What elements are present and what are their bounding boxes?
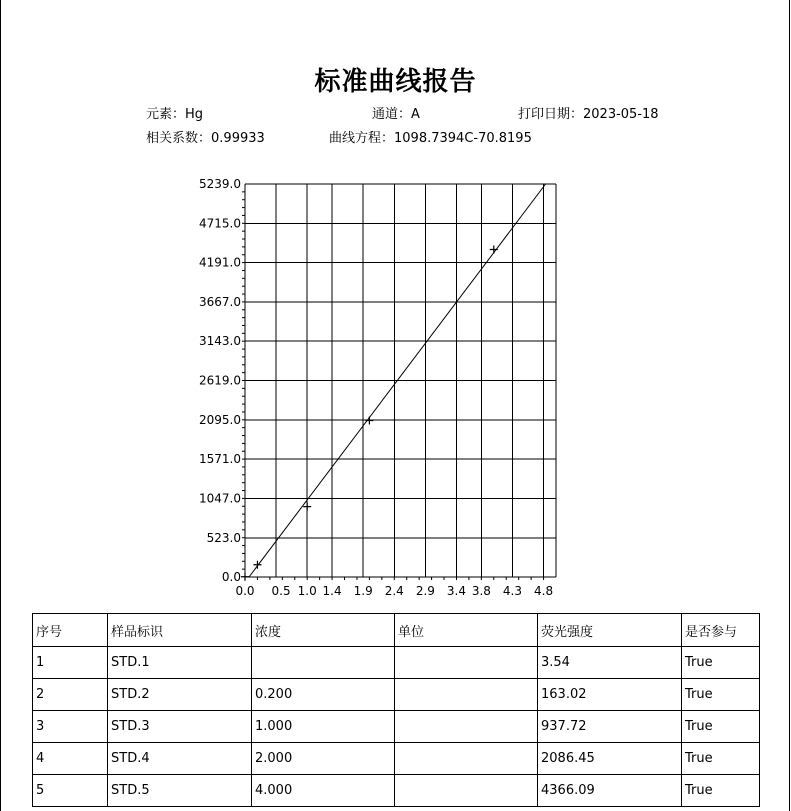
- cell-concentration: [252, 647, 395, 679]
- cell-included: True: [682, 679, 760, 711]
- data-point: [490, 245, 498, 253]
- x-tick-label: 4.3: [502, 584, 523, 598]
- y-tick-label: 0.0: [221, 570, 241, 584]
- x-tick-label: 4.8: [534, 584, 554, 598]
- cell-unit: [395, 711, 538, 743]
- cell-intensity: 4366.09: [538, 775, 682, 807]
- cell-unit: [395, 679, 538, 711]
- y-tick-label: 3667.0: [199, 294, 241, 309]
- data-table: [32, 613, 760, 807]
- cell-concentration: 1.000: [252, 711, 395, 743]
- channel-label: 通道：: [372, 107, 412, 122]
- cell-concentration: 0.200: [252, 679, 395, 711]
- table-row: [33, 711, 760, 743]
- element-value: Hg: [185, 107, 204, 122]
- table-row: [33, 775, 760, 807]
- header-concentration: 浓度: [252, 614, 395, 647]
- cell-index: 4: [33, 743, 108, 775]
- channel-value: A: [411, 107, 420, 122]
- cell-unit: [395, 743, 538, 775]
- x-tick-label: 2.4: [384, 584, 404, 598]
- cell-sample-id: STD.5: [108, 775, 252, 807]
- cell-concentration: 4.000: [252, 775, 395, 807]
- x-tick-label: 0.0: [235, 584, 255, 598]
- table-row: [33, 647, 760, 679]
- x-tick-label: 1.0: [297, 584, 317, 598]
- element-label: 元素：: [146, 107, 186, 122]
- x-tick-label: 1.9: [353, 584, 373, 598]
- data-point: [241, 573, 249, 581]
- cell-unit: [395, 775, 538, 807]
- cell-sample-id: STD.4: [108, 743, 252, 775]
- cell-intensity: 163.02: [538, 679, 682, 711]
- cell-sample-id: STD.2: [108, 679, 252, 711]
- x-tick-label: 0.5: [271, 584, 291, 598]
- equation-value: 1098.7394C-70.8195: [394, 131, 532, 146]
- report-title: 标准曲线报告: [314, 67, 477, 97]
- x-tick-label: 3.4: [446, 584, 467, 598]
- data-point: [365, 416, 373, 424]
- y-tick-label: 2619.0: [199, 373, 241, 388]
- cell-index: 2: [33, 679, 108, 711]
- cell-included: True: [682, 743, 760, 775]
- print-date-label: 打印日期：: [518, 107, 584, 122]
- cell-intensity: 3.54: [538, 647, 682, 679]
- cell-intensity: 2086.45: [538, 743, 682, 775]
- cell-unit: [395, 647, 538, 679]
- x-tick-label: 1.4: [322, 584, 342, 598]
- y-tick-label: 5239.0: [199, 177, 241, 191]
- x-tick-label: 2.9: [415, 584, 435, 598]
- correlation-label: 相关系数：: [146, 131, 212, 146]
- cell-sample-id: STD.3: [108, 711, 252, 743]
- y-tick-label: 4191.0: [199, 255, 241, 270]
- table-row: [33, 743, 760, 775]
- print-date-value: 2023-05-18: [583, 107, 659, 122]
- cell-intensity: 937.72: [538, 711, 682, 743]
- header-unit: 单位: [395, 614, 538, 647]
- table-row: [33, 679, 760, 711]
- y-tick-label: 1571.0: [199, 452, 241, 467]
- y-tick-label: 4715.0: [199, 216, 241, 231]
- cell-index: 1: [33, 647, 108, 679]
- cell-sample-id: STD.1: [108, 647, 252, 679]
- y-tick-label: 523.0: [206, 530, 241, 545]
- y-tick-label: 3143.0: [199, 334, 241, 349]
- cell-included: True: [682, 647, 760, 679]
- header-intensity: 荧光强度: [538, 614, 682, 647]
- cell-concentration: 2.000: [252, 743, 395, 775]
- header-index: 序号: [33, 614, 108, 647]
- x-tick-label: 3.8: [471, 584, 491, 598]
- equation-label: 曲线方程：: [329, 131, 395, 146]
- cell-included: True: [682, 775, 760, 807]
- cell-index: 3: [33, 711, 108, 743]
- y-tick-label: 1047.0: [199, 491, 241, 506]
- cell-index: 5: [33, 775, 108, 807]
- correlation-value: 0.99933: [211, 131, 265, 146]
- cell-included: True: [682, 711, 760, 743]
- header-included: 是否参与: [682, 614, 760, 647]
- table-header-row: [33, 614, 760, 647]
- y-tick-label: 2095.0: [199, 412, 241, 427]
- header-sample-id: 样品标识: [108, 614, 252, 647]
